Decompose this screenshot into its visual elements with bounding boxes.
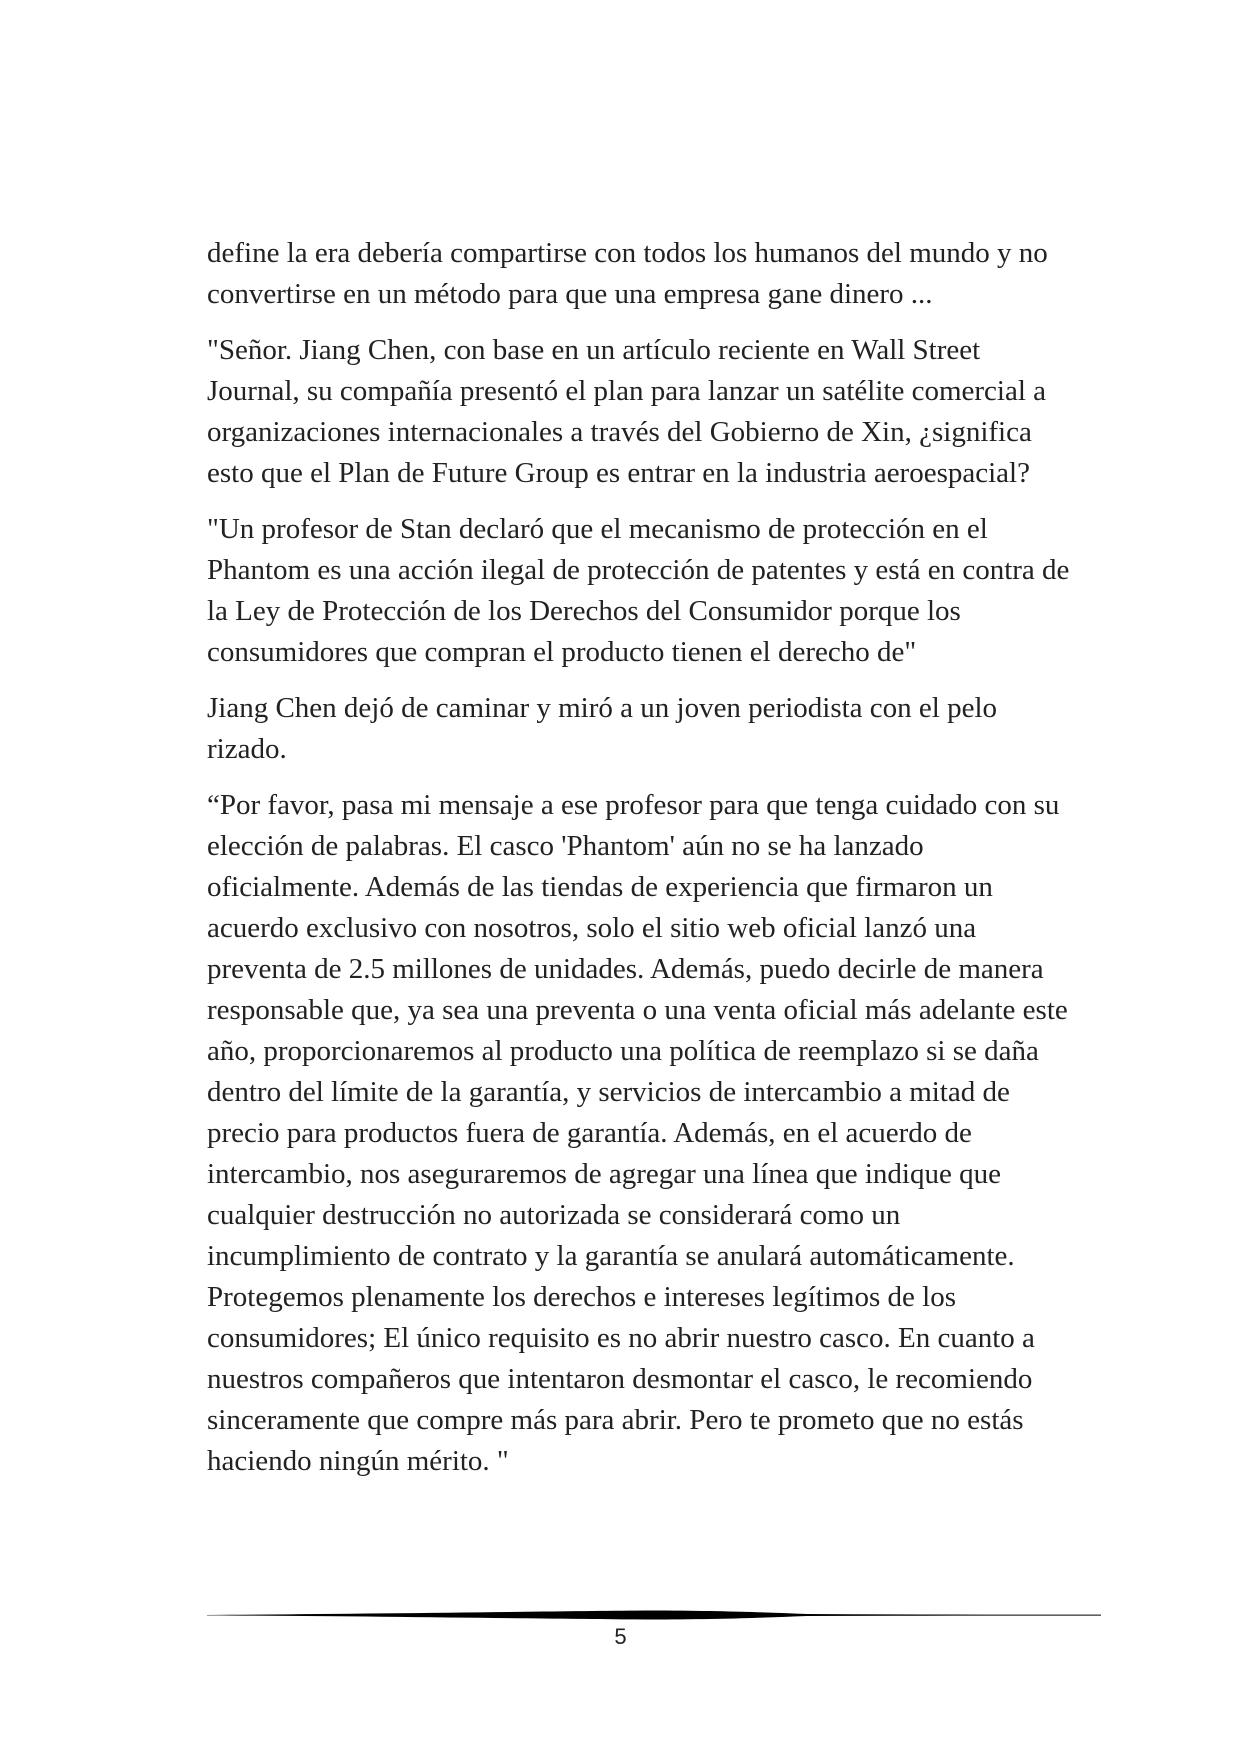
paragraph-4: Jiang Chen dejó de caminar y miró a un joven periodista con el pelo rizado. (207, 692, 998, 765)
paragraph-3: "Un profesor de Stan declaró que el mecanismo de protección en el Phantom es una acción ilegal de protección de patentes y está en contra de la Ley de Protección de los Derechos del Consumidor porque los consumidores que compran el producto tienen el derecho de" (207, 513, 1070, 668)
paragraph-2: "Señor. Jiang Chen, con base en un artículo reciente en Wall Street Journal, su compañía presentó el plan para lanzar un satélite comercial a organizaciones internacionales a través del Gobierno de Xin, ¿significa esto que el Plan de Future Group es entrar en la industria aeroespacial? (207, 334, 1047, 489)
body-text (207, 233, 1077, 1482)
paragraph-5: “Por favor, pasa mi mensaje a ese profesor para que tenga cuidado con su elección de palabras. El casco 'Phantom' aún no se ha lanzado oficialmente. Además de las tiendas de experiencia que firmaron un acuerdo exclusivo con nosotros, solo el sitio web oficial lanzó una preventa de 2.5 millones de unidades. Además, puedo decirle de manera responsable que, ya sea una preventa o una venta oficial más adelante este año, proporcionaremos al producto una política de reemplazo si se daña dentro del límite de la garantía, y servicios de intercambio a mitad de precio para productos fuera de garantía. Además, en el acuerdo de intercambio, nos aseguraremos de agregar una línea que indique que cualquier destrucción no autorizada se considerará como un incumplimiento de contrato y la garantía se anulará automáticamente. Protegemos plenamente los derechos e intereses legítimos de los consumidores; El único requisito es no abrir nuestro casco. En cuanto a nuestros compañeros que intentaron desmontar el casco, le recomiendo sinceramente que compre más para abrir. Pero te prometo que no estás haciendo ningún mérito. " (207, 789, 1068, 1477)
footer-rule (207, 1608, 1101, 1622)
page-number: 5 (614, 1624, 627, 1649)
footer-rule-shape (207, 1611, 1101, 1620)
paragraph-1: define la era debería compartirse con todos los humanos del mundo y no convertirse en un método para que una empresa gane dinero ... (207, 237, 1048, 310)
